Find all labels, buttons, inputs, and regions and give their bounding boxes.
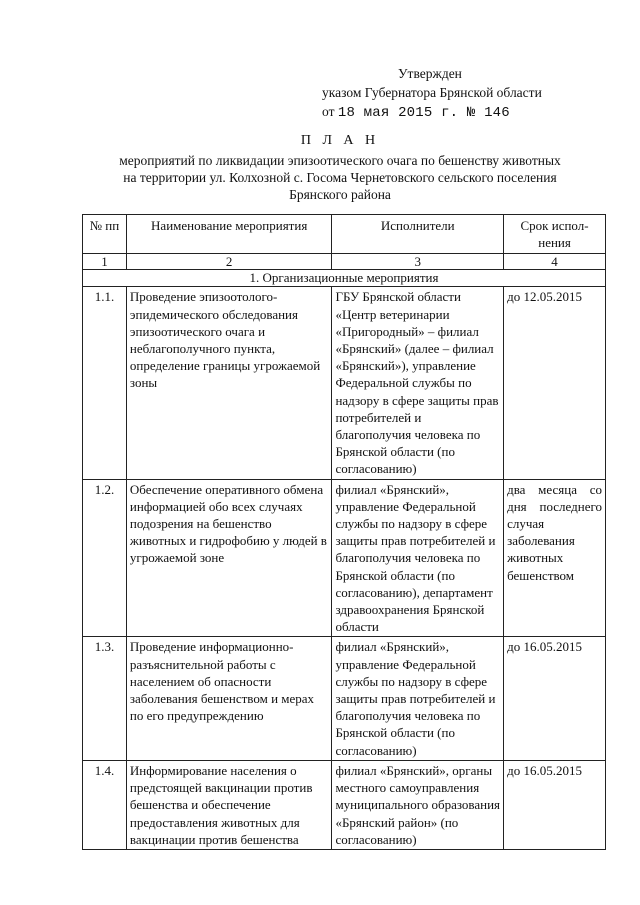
table-row (83, 760, 606, 849)
column-number-row (83, 254, 606, 270)
row-deadline: до 12.05.2015 (504, 287, 606, 479)
row-measure: Проведение информационно-разъяснительной работы с населением об опасности заболевания бешенством и мерах по его предупреждению (126, 637, 332, 760)
approval-date-line (322, 102, 542, 123)
row-number: 1.2. (83, 479, 127, 637)
row-deadline: два месяца со дня последнего случая заболевания животных бешенством (504, 479, 606, 637)
header-deadline: Срок испол- нения (504, 215, 606, 254)
row-deadline: до 16.05.2015 (504, 760, 606, 849)
table-row (83, 287, 606, 479)
title-line-2: на территории ул. Колхозной с. Госома Чернетовского сельского поселения (123, 170, 557, 185)
row-executors: ГБУ Брянской области «Центр ветеринарии «Пригородный» – филиал «Брянский» (далее – филиал «Брянский»), управление Федеральной службы по надзору в сфере защиты прав потребителей и благополучия человека по Брянской области (по согласованию) (332, 287, 504, 479)
table-row (83, 479, 606, 637)
row-number: 1.4. (83, 760, 127, 849)
approval-decree: указом Губернатора Брянской области (322, 85, 542, 100)
row-executors: филиал «Брянский», управление Федеральной службы по надзору в сфере защиты прав потребителей и благополучия человека по Брянской области (по согласованию), департамент здравоохранения Брянской области (332, 479, 504, 637)
row-measure: Информирование населения о предстоящей вакцинации против бешенства и обеспечение предоставления животных для вакцинации против бешенства (126, 760, 332, 849)
row-measure: Обеспечение оперативного обмена информацией обо всех случаях подозрения на бешенство животных и гидрофобию у людей в угрожаемой зоне (126, 479, 332, 637)
row-number: 1.1. (83, 287, 127, 479)
column-number: 4 (504, 254, 606, 270)
row-measure: Проведение эпизоотолого-эпидемического обследования эпизоотического очага и неблагополучного пункта, определение границы угрожаемой зоны (126, 287, 332, 479)
column-number: 1 (83, 254, 127, 270)
row-executors: филиал «Брянский», управление Федеральной службы по надзору в сфере защиты прав потребителей и благополучия человека по Брянской области (по согласованию) (332, 637, 504, 760)
approval-date-stamp: 18 мая 2015 г. № 146 (337, 105, 510, 121)
plan-table (82, 214, 606, 850)
column-number: 3 (332, 254, 504, 270)
header-name: Наименование мероприятия (126, 215, 332, 254)
header-num: № пп (83, 215, 127, 254)
approval-block (322, 64, 542, 123)
header-executors: Исполнители (332, 215, 504, 254)
plan-heading: П Л А Н (300, 133, 380, 148)
table-header-row (83, 215, 606, 254)
table-row (83, 637, 606, 760)
approval-approved: Утвержден (398, 66, 462, 81)
row-deadline: до 16.05.2015 (504, 637, 606, 760)
section-row (83, 270, 606, 287)
row-executors: филиал «Брянский», органы местного самоуправления муниципального образования «Брянский район» (по согласованию) (332, 760, 504, 849)
title-line-3: Брянского района (289, 187, 391, 202)
document-title (60, 132, 620, 203)
title-line-1: мероприятий по ликвидации эпизоотического очага по бешенству животных (119, 153, 561, 168)
column-number: 2 (126, 254, 332, 270)
row-number: 1.3. (83, 637, 127, 760)
approval-date-prefix: от (322, 104, 335, 119)
section-title: 1. Организационные мероприятия (83, 270, 606, 287)
